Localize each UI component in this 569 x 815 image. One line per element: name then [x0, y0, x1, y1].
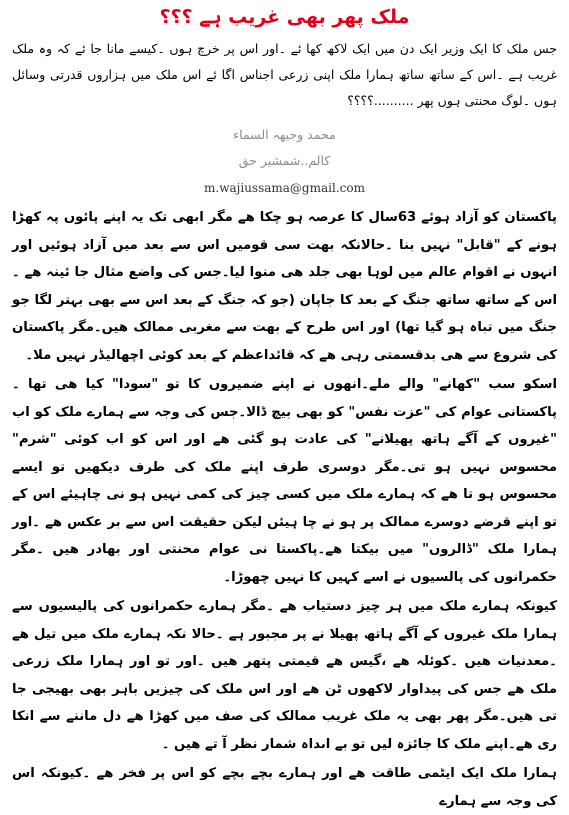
paragraph: ہمارا ملک ایک ایٹمی طاقت ھے اور ہمارے بچے بچے کو اس پر فخر ھے ۔کیونکہ اس کی وجہ سے ہمارے — [12, 766, 557, 809]
paragraph: پاکستان کو آزاد ہوئے 63سال کا عرصہ ہو چکا ھے مگر ابھی تک یہ اپنے پائوں پہ کھڑا ہونے کے "قابل" نہیں بنا ۔حالانکہ بھت سی قومیں اس سے بعد میں آزاد ہوئیں اور انہوں نے اقوام عالم میں لوہا بھی جلد ھی منوا لیا۔جس کی واضع مثال جا ئینہ ھے ۔اس کے ساتھ ساتھ جنگ کے بعد کا جاپان (جو کہ جنگ کے بعد اس سے بھی بہتر لگا جو جنگ میں تباہ ہو گیا تھا) اور اس طرح کے بھت سے مغربی ممالک ھیں۔مگر پاکستان کی شروع سے ھی بدقسمتی رہی ھے کہ قائداعظم کے بعد کوئی اچھالیڈر نہیں ملا۔ — [12, 210, 557, 363]
paragraph: اسکو سب "کھانے" والے ملے۔انھوں نے اپنے ضمیروں کا تو "سودا" کیا ھی تھا ۔پاکستانی عوام کی "عزت نفس" کو بھی بیچ ڈالا۔جس کی وجہ سے ہمارے ملک کو اب "غیروں کے آگے ہاتھ پھیلانے" کی عادت ہو گئی ھے اور اس کو اب کوئی "شرم" محسوس نہیں ہو تی۔مگر دوسری طرف اپنے ملک کی طرف دیکھیں تو ایسے محسوس ہو تا ھے کہ ہمارے ملک میں کسی چیز کی کمی نہیں ہو نی چاہیئے اس کے تو اپنے قرضے دوسرے ممالک پر ہو نے چا ہیئں لیکن حقیقت اس سے بر عکس ھے ۔اور ہمارا ملک "ڈالروں" میں بیکتا ھے۔پاکستا نی عوام محنتی اور بھادر ھیں ۔مگر حکمرانوں کی پالسیوں نے اسے کہیں کا نہیں چھوڑا۔ — [12, 377, 557, 585]
article-intro: جس ملک کا ایک وزیر ایک دن میں ایک لاکھ کھا ئے ۔اور اس پر خرچ ہوں ۔کیسے مانا جا ئے کہ وہ ملک غریب ہے ۔اس کے ساتھ ساتھ ہمارا ملک اپنی زرعی اجناس اگا ئے اس ملک میں ہزاروں قدرتی وسائل ہوں ۔لوگ محنتی ہوں پھر ..........؟؟؟؟ — [12, 41, 557, 108]
author-email: m.wajiussama@gmail.com — [204, 181, 365, 195]
article-body — [12, 204, 557, 815]
author-name: محمد وجیھہ السماء — [233, 127, 336, 142]
column-name: کالم..شمشیر حق — [238, 153, 331, 168]
paragraph: کیونکہ ہمارے ملک میں ہر چیز دستیاب ھے ۔مگر ہمارے حکمرانوں کی پالیسیوں سے ہمارا ملک غیروں کے آگے ہاتھ پھیلا نے پر مجبور ہے ۔حالا نکہ ہمارے ملک میں تیل ھے ۔معدنیات ھیں ۔کوئلہ ھے ،گیس ھے قیمتی پتھر ھیں ۔اور تو اور ہمارا ملک زرعی ملک ھے جس کی پیداوار لاکھوں ٹن ھے اور اس ملک کی چیزیں باہر بھی بھیجی جا تی ھیں۔مگر پھر بھی یہ ملک غریب ممالک کی صف میں کھڑا ھے دل ماننے سے انکا ری ھے۔اپنے ملک کا جائزہ لیں تو بے اںداہ شمار نظر آ تے ھیں ۔ — [12, 599, 557, 752]
article-title: ملک پھر بھی غریب ہے ؟؟؟ — [159, 6, 410, 28]
article-page — [0, 2, 569, 809]
